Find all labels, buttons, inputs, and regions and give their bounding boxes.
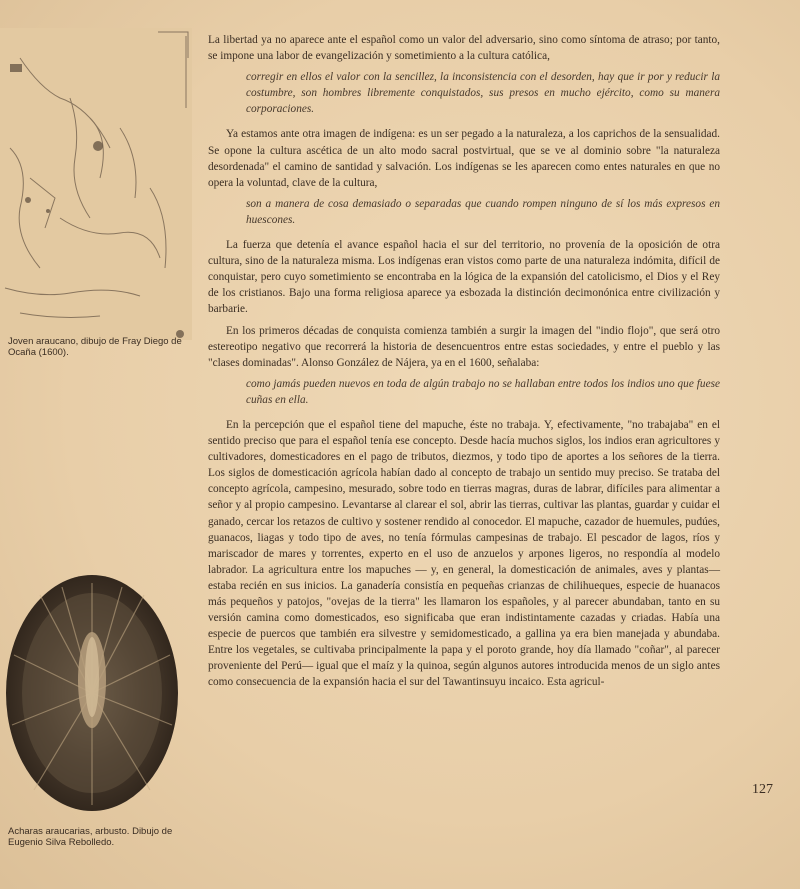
paragraph-3: La fuerza que detenía el avance español hacia el sur del territorio, no provenía de la oposición de otra cultura, sino de la naturaleza misma. Los indígenas eran vistos como parte de una naturaleza indómita, difícil de conquistar, pero cuyo sometimiento se encontraba en la lógica de la expansión del catolicismo, el Dios y el Rey de los cristianos. Bajo una forma religiosa aparece ya esbozada la distinción decimonónica entre civilización y barbarie. [208,239,720,316]
figure-caption-top: Joven araucano, dibujo de Fray Diego de Ocaña (1600). [8,336,182,358]
block-quote-3: como jamás pueden nuevos en toda de algún trabajo no se hallaban entre todos los indios uno que fuese cuñas en ella. [246,377,720,406]
main-text-column [208,32,720,696]
paragraph-1: La libertad ya no aparece ante el español como un valor del adversario, sino como síntoma de atraso; por tanto, se impone una labor de evangelización y sometimiento a la cultura católica, [208,34,720,63]
figure-sketch-image [0,28,192,340]
paragraph-4: En los primeros décadas de conquista comienza también a surgir la imagen del "indio flojo", que será otro estereotipo negativo que recorrerá la historia de desencuentros entre estas sociedades, y entre el pueblo y las "clases dominadas". Alonso González de Nájera, ya en el 1600, señalaba: [208,324,720,369]
paragraph-2: Ya estamos ante otra imagen de indígena: es un ser pegado a la naturaleza, a los caprichos de la sensualidad. Se opone la cultura ascética de un alto modo sacral postvirtual, que se ve al dominio sobre "la naturaleza desordenada" el camino de santidad y salvación. Los indígenas se les aparecen como entes naturales en que no opera la voluntad, clave de la cultura, [208,128,720,189]
figure-plant-image [0,565,192,820]
figure-caption-bottom: Acharas araucarias, arbusto. Dibujo de Eugenio Silva Rebolledo. [8,826,173,848]
block-quote-1: corregir en ellos el valor con la sencillez, la inconsistencia con el desorden, hay que ir por y reducir la costumbre, son hombres libremente conquistados, sus presos en mucho ejército, como su manera corporaciones. [246,71,720,116]
page-number: 127 [752,782,773,797]
paragraph-5: En la percepción que el español tiene del mapuche, éste no trabaja. Y, efectivamente, "no trabajaba" en el sentido preciso que para el español tenía ese concepto. Desde hacía muchos siglos, los indios eran agricultores y cultivadores, domesticadores en el pago de tributos, diezmos, y todo tipo de aportes a los señores de la tierra. Los siglos de domesticación agrícola habían dado al concepto de trabajo un sentido muy preciso. Se trataba del concepto agrícola, campesino, mesurado, sobre todo en tierras magras, duras de labrar, difíciles para alimentar a señor y al propio campesino. Levantarse al clarear el sol, abrir las tierras, cultivar las plantas, guardar y cuidar el ganado, cercar los retazos de cultivo y sostener rendido al conocedor. El mapuche, cazador de huemules, pudúes, guanacos, liagas y todo tipo de aves, no tenía fórmulas campesinas de trabajo. El pescador de lagos, ríos y mariscador de mares y torrentes, experto en el uso de anzuelos y arpones ligeros, no respondía al modelo labrador. La agricultura entre los mapuches — y, en general, la domesticación de animales, aves y plantas— estaba recién en sus inicios. La ganadería consistía en pequeñas crianzas de chilihueques, especie de huanacos más pequeños y patojos, "ovejas de la tierra" les llamaron los españoles, y al parecer abundaban, tanto en su versión camina como domesticados, eso significaba que eran indistintamente cazadas y criadas. Había una especie de puercos que también era silvestre y semidomesticado, a gallina ya era bien manejada y abundaba. Entre los vegetales, se cultivaba principalmente la papa y el poroto grande, hoy día llamado "coñar", al parecer proveniente del Perú— igual que el maíz y la quinoa, según algunos autores introducida menos de un siglo antes como consecuencia de la expansión hacia el sur del Tawantinsuyu incaico. Esta agricul- [208,418,720,689]
block-quote-2: son a manera de cosa demasiado o separadas que cuando rompen ninguno de sí los más expresos en huescones. [246,197,720,226]
